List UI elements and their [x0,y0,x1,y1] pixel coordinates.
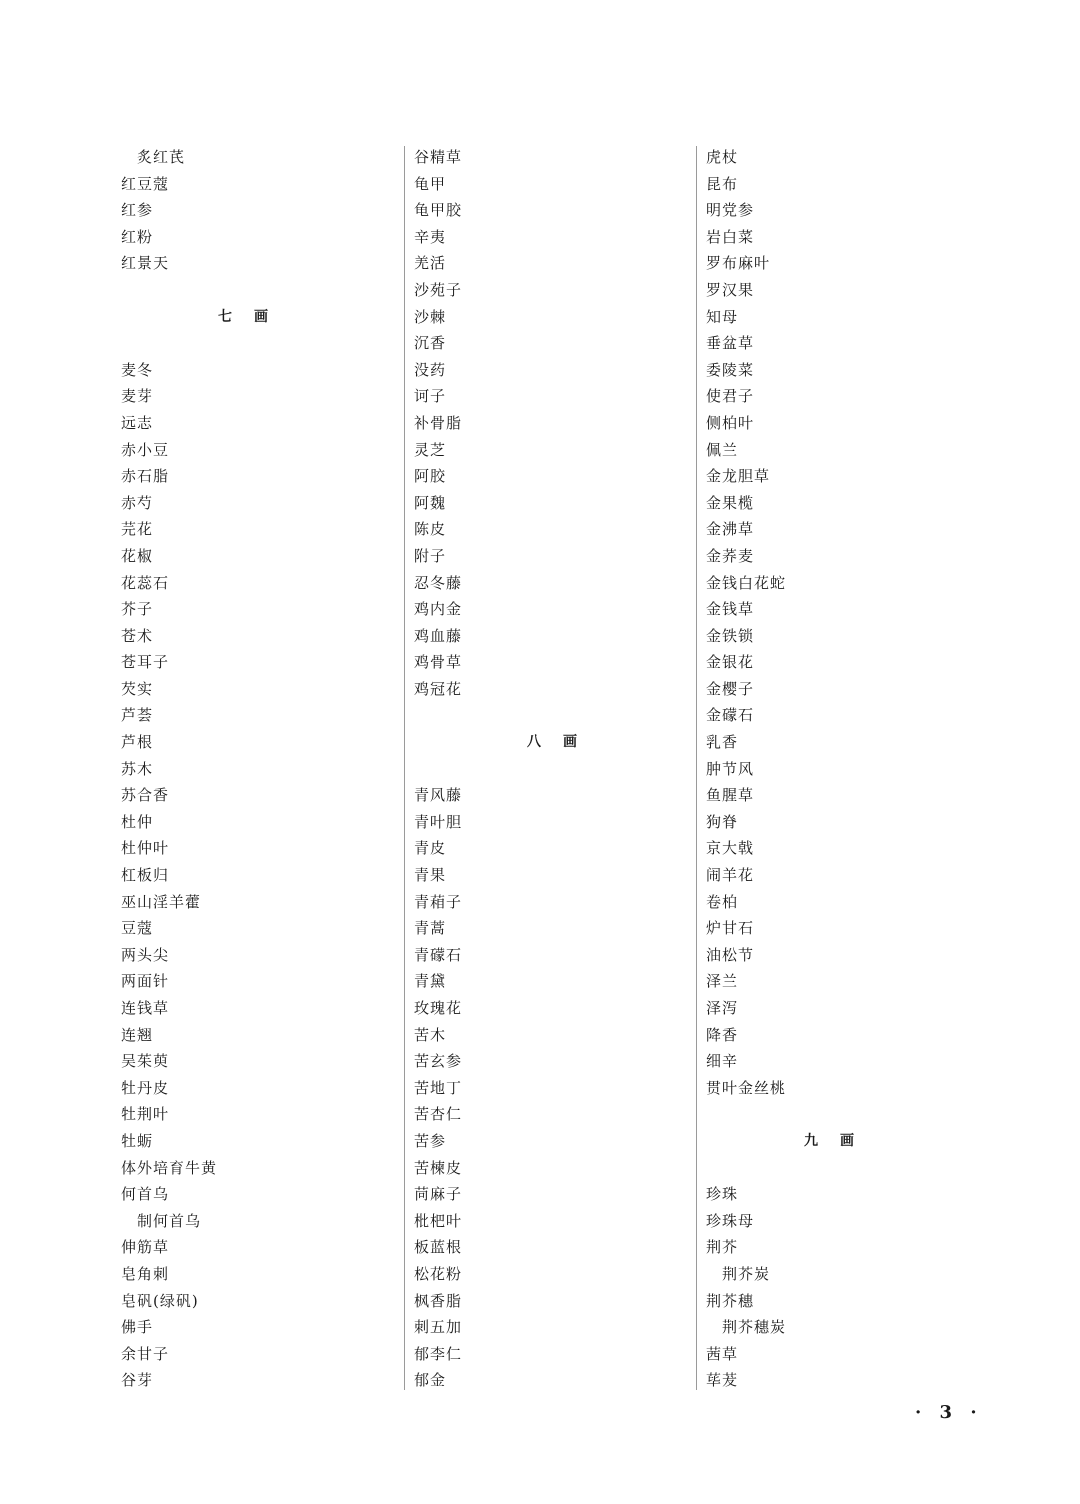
index-entry: 罗汉果 [706,280,755,299]
index-entry: 诃子 [414,387,447,406]
spacer [706,1155,986,1182]
index-entry: 牡荆叶 [121,1105,170,1124]
spacer [706,1101,986,1128]
index-entry: 灵芝 [414,440,447,459]
index-entry: 杠板归 [121,866,170,885]
index-entry: 刺五加 [414,1318,463,1337]
index-entry: 使君子 [706,387,755,406]
index-entry: 枫香脂 [414,1291,463,1310]
index-entry: 荜茇 [706,1371,739,1390]
page-number: · 3 · [915,1402,983,1423]
index-entry: 没药 [414,360,447,379]
index-entry: 金樱子 [706,679,755,698]
index-entry: 金钱草 [706,600,755,619]
index-entry: 知母 [706,307,739,326]
heading-char: 画 [254,308,268,325]
index-entry: 岩白菜 [706,227,755,246]
heading-char: 九 [804,1132,818,1149]
heading-char: 七 [218,308,232,325]
index-entry: 青礞石 [414,945,463,964]
index-entry: 沙苑子 [414,280,463,299]
spacer [121,330,401,357]
index-entry: 鸡血藤 [414,626,463,645]
index-entry: 佩兰 [706,440,739,459]
index-entry: 茜草 [706,1344,739,1363]
index-entry: 辛夷 [414,227,447,246]
index-entry: 鸡骨草 [414,653,463,672]
index-entry: 降香 [706,1025,739,1044]
index-entry: 红参 [121,201,154,220]
index-entry: 青黛 [414,972,447,991]
index-entry: 鸡内金 [414,600,463,619]
index-entry: 阿胶 [414,467,447,486]
index-entry: 吴茱萸 [121,1052,170,1071]
index-entry: 珍珠母 [706,1211,755,1230]
index-subentry: 荆芥炭 [722,1264,771,1283]
index-entry: 苏木 [121,759,154,778]
stroke-count-heading [414,729,690,756]
index-entry: 金荞麦 [706,546,755,565]
index-entry: 苦参 [414,1131,447,1150]
index-entry: 郁李仁 [414,1344,463,1363]
index-entry: 谷芽 [121,1371,154,1390]
index-entry: 金铁锁 [706,626,755,645]
index-entry: 泽泻 [706,999,739,1017]
index-entry: 皂角刺 [121,1264,170,1283]
index-entry: 沉香 [414,334,447,353]
index-entry: 麦芽 [121,387,154,406]
index-entry: 炉甘石 [706,919,755,938]
heading-char: 画 [840,1132,854,1149]
index-entry: 沙棘 [414,307,447,326]
index-entry: 豆蔻 [121,919,154,938]
index-entry: 青蒿 [414,919,447,938]
index-entry: 油松节 [706,945,755,964]
index-entry: 牡蛎 [121,1131,154,1150]
index-entry: 青叶胆 [414,812,463,831]
index-entry: 苦木 [414,1025,447,1044]
index-entry: 荆芥穗 [706,1291,755,1310]
index-entry: 牡丹皮 [121,1078,170,1097]
index-entry: 苦地丁 [414,1078,463,1097]
index-entry: 芡实 [121,679,154,698]
index-entry: 忍冬藤 [414,573,463,592]
index-entry: 巫山淫羊藿 [121,892,202,911]
index-entry: 阿魏 [414,493,447,512]
index-entry: 青风藤 [414,786,463,805]
index-entry: 金钱白花蛇 [706,573,787,592]
index-entry: 何首乌 [121,1185,170,1204]
index-entry: 青葙子 [414,892,463,911]
index-entry: 鱼腥草 [706,786,755,805]
index-entry: 杜仲叶 [121,839,170,858]
index-entry: 泽兰 [706,972,739,991]
index-entry: 芦荟 [121,706,154,725]
spacer [414,756,694,783]
index-entry: 赤芍 [121,493,154,512]
index-entry: 委陵菜 [706,360,755,379]
index-entry: 连翘 [121,1025,154,1044]
index-entry: 苦杏仁 [414,1105,463,1124]
index-entry: 龟甲 [414,174,447,193]
index-subentry: 荆芥穗炭 [722,1318,787,1337]
index-entry: 余甘子 [121,1344,170,1363]
index-entry: 贯叶金丝桃 [706,1078,787,1097]
index-entry: 枇杷叶 [414,1211,463,1230]
index-entry: 明党参 [706,201,755,220]
index-entry: 红景天 [121,254,170,273]
index-entry: 垂盆草 [706,334,755,353]
index-entry: 谷精草 [414,148,463,166]
index-entry: 卷柏 [706,892,739,911]
index-entry: 杜仲 [121,812,154,831]
index-entry: 荆芥 [706,1238,739,1257]
index-entry: 伸筋草 [121,1238,170,1257]
index-entry: 苘麻子 [414,1185,463,1204]
index-entry: 青皮 [414,839,447,858]
index-entry: 闹羊花 [706,866,755,885]
index-entry: 附子 [414,546,447,565]
heading-char: 画 [563,734,577,751]
index-entry: 花蕊石 [121,573,170,592]
index-entry: 花椒 [121,546,154,565]
index-column-3 [706,144,986,1394]
index-entry: 连钱草 [121,999,170,1017]
index-entry: 麦冬 [121,360,154,379]
index-entry: 佛手 [121,1318,154,1337]
index-entry: 芥子 [121,600,154,619]
index-entry: 松花粉 [414,1264,463,1283]
index-entry: 珍珠 [706,1185,739,1204]
index-entry: 虎杖 [706,148,739,166]
spacer [414,702,694,729]
index-entry: 肿节风 [706,759,755,778]
index-entry: 细辛 [706,1052,739,1071]
index-entry: 苦玄参 [414,1052,463,1071]
index-entry: 罗布麻叶 [706,254,771,273]
index-entry: 皂矾(绿矾) [121,1291,199,1310]
stroke-count-heading [121,304,365,331]
index-entry: 金银花 [706,653,755,672]
index-entry: 芫花 [121,520,154,539]
index-subentry: 制何首乌 [137,1211,202,1230]
index-entry: 两面针 [121,972,170,991]
index-entry: 狗脊 [706,812,739,831]
index-entry: 龟甲胶 [414,201,463,220]
index-entry: 远志 [121,413,154,432]
index-subentry: 炙红芪 [137,148,186,166]
index-entry: 侧柏叶 [706,413,755,432]
stroke-count-heading [706,1128,952,1155]
index-entry: 红粉 [121,227,154,246]
index-entry: 赤小豆 [121,440,170,459]
spacer [121,277,401,304]
index-entry: 补骨脂 [414,413,463,432]
index-entry: 金果榄 [706,493,755,512]
index-entry: 鸡冠花 [414,679,463,698]
index-entry: 苦楝皮 [414,1158,463,1177]
column-divider-2 [696,146,697,1390]
index-entry: 苍术 [121,626,154,645]
index-entry: 芦根 [121,733,154,752]
index-entry: 昆布 [706,174,739,193]
index-entry: 羌活 [414,254,447,273]
index-entry: 乳香 [706,733,739,752]
index-column-1 [121,144,401,1394]
index-entry: 苏合香 [121,786,170,805]
index-entry: 金龙胆草 [706,467,771,486]
index-entry: 两头尖 [121,945,170,964]
index-entry: 京大戟 [706,839,755,858]
index-entry: 赤石脂 [121,467,170,486]
index-entry: 金礞石 [706,706,755,725]
column-divider-1 [404,146,405,1390]
index-entry: 青果 [414,866,447,885]
index-entry: 红豆蔻 [121,174,170,193]
index-entry: 陈皮 [414,520,447,539]
index-entry: 体外培育牛黄 [121,1158,218,1177]
index-entry: 郁金 [414,1371,447,1390]
index-entry: 苍耳子 [121,653,170,672]
index-entry: 金沸草 [706,520,755,539]
index-column-2 [414,144,694,1394]
index-entry: 板蓝根 [414,1238,463,1257]
heading-char: 八 [527,734,541,751]
index-entry: 玫瑰花 [414,999,463,1017]
